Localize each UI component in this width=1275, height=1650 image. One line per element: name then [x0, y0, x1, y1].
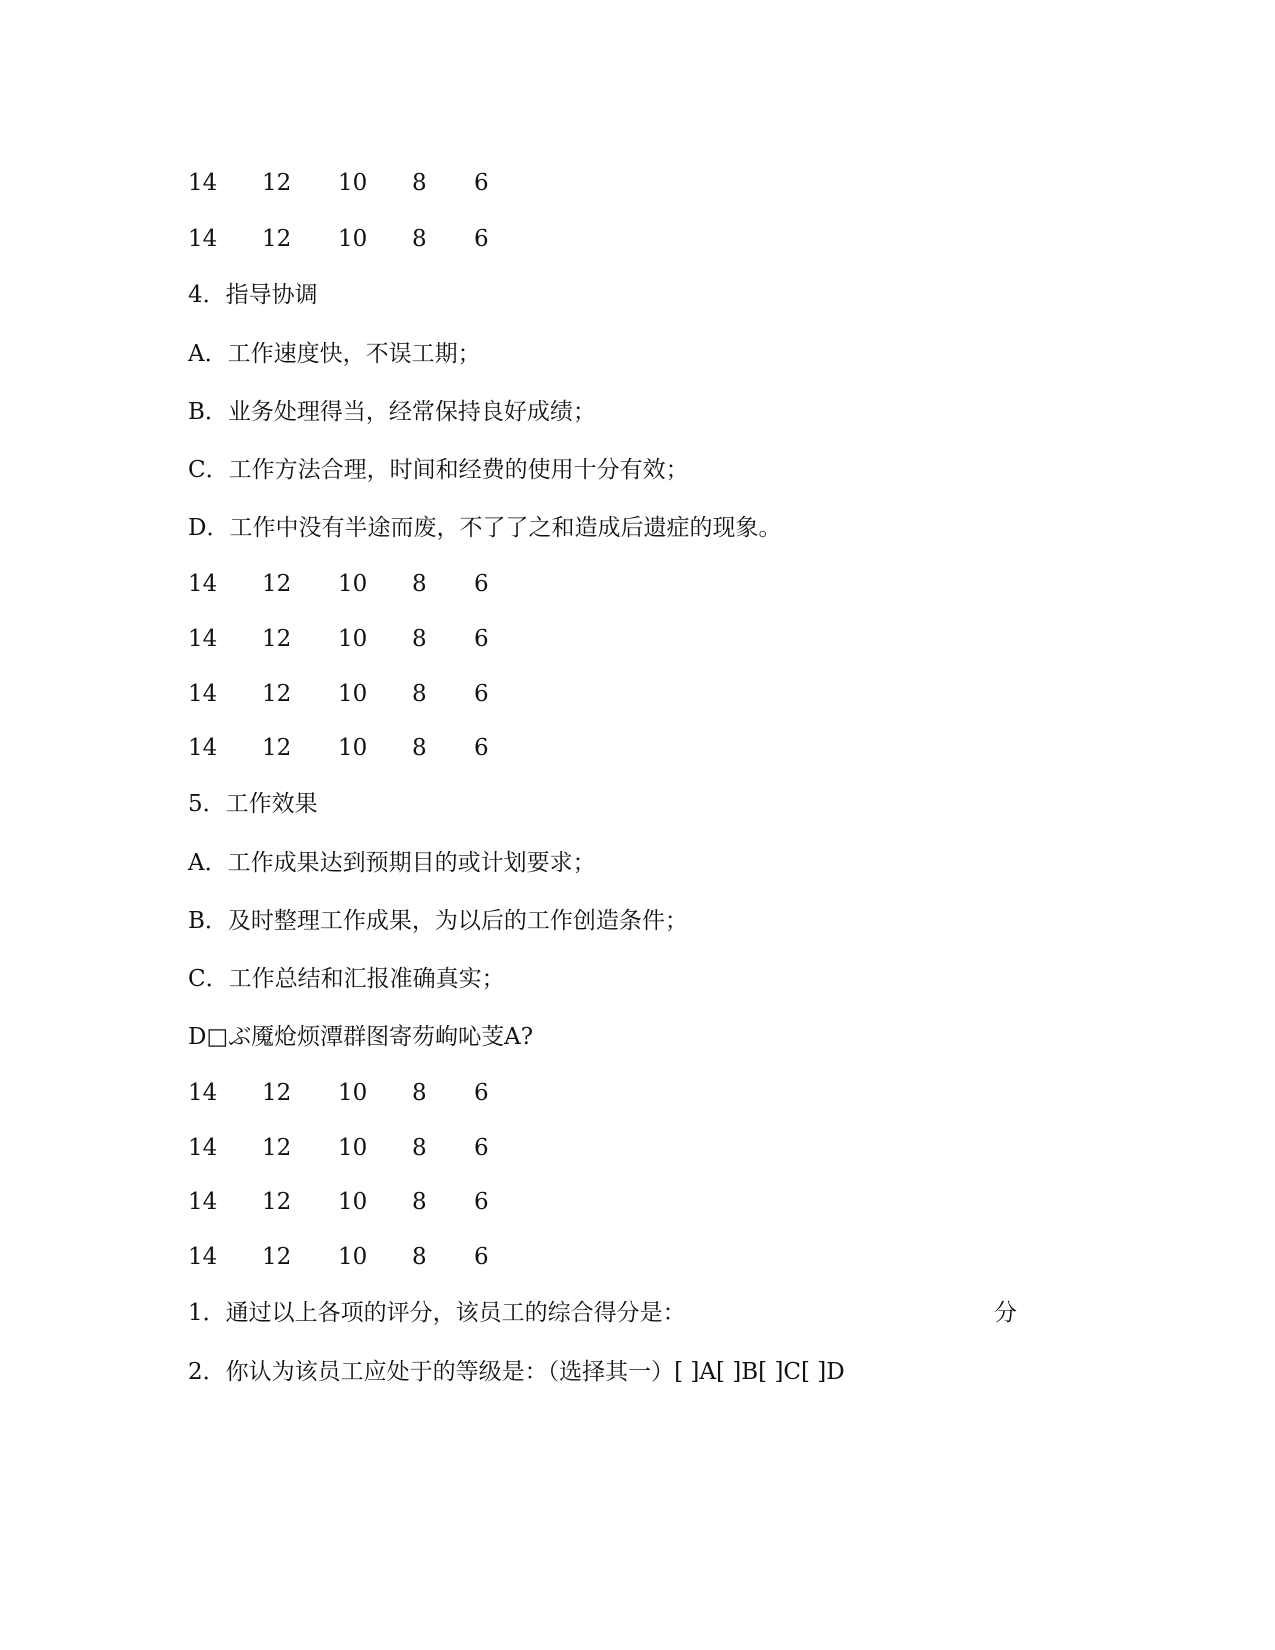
- score-value: 10: [338, 735, 368, 761]
- score-row: [188, 624, 508, 654]
- score-value: 10: [338, 226, 368, 252]
- score-row: [188, 733, 508, 763]
- score-value: 14: [188, 226, 218, 252]
- criterion-item: C．工作总结和汇报准确真实；: [188, 966, 505, 992]
- score-value: 8: [412, 571, 427, 597]
- summary-question-grade: 2．你认为该员工应处于的等级是：（选择其一）[ ]A[ ]B[ ]C[ ]D: [188, 1359, 845, 1385]
- score-value: 14: [188, 1135, 218, 1161]
- score-row: [188, 168, 508, 198]
- score-value: 14: [188, 626, 218, 652]
- score-value: 10: [338, 1189, 368, 1215]
- criterion-item: D□ぶ魇炝烦潭群图寄芴岣吣芰A?: [188, 1024, 534, 1050]
- score-value: 12: [262, 170, 292, 196]
- score-value: 10: [338, 681, 368, 707]
- score-value: 8: [412, 735, 427, 761]
- score-value: 10: [338, 626, 368, 652]
- score-row: [188, 1187, 508, 1217]
- score-row: [188, 1133, 508, 1163]
- summary-question-total-score: [188, 1298, 1018, 1328]
- score-value: 8: [412, 1189, 427, 1215]
- score-value: 10: [338, 1080, 368, 1106]
- score-value: 12: [262, 1189, 292, 1215]
- score-value: 14: [188, 1244, 218, 1270]
- score-row: [188, 224, 508, 254]
- score-value: 12: [262, 735, 292, 761]
- score-value: 14: [188, 681, 218, 707]
- score-value: 14: [188, 1080, 218, 1106]
- section-heading: 4．指导协调: [188, 282, 318, 308]
- score-value: 6: [474, 1135, 489, 1161]
- criterion-item: B．业务处理得当，经常保持良好成绩；: [188, 399, 596, 425]
- score-value: 6: [474, 1244, 489, 1270]
- criterion-item: B．及时整理工作成果，为以后的工作创造条件；: [188, 908, 688, 934]
- score-value: 6: [474, 571, 489, 597]
- score-value: 8: [412, 1080, 427, 1106]
- score-value: 12: [262, 571, 292, 597]
- score-value: 14: [188, 571, 218, 597]
- score-value: 8: [412, 626, 427, 652]
- score-value: 14: [188, 1189, 218, 1215]
- score-value: 12: [262, 681, 292, 707]
- criterion-item: C．工作方法合理，时间和经费的使用十分有效；: [188, 457, 689, 483]
- score-row: [188, 1078, 508, 1108]
- score-value: 8: [412, 1135, 427, 1161]
- score-value: 6: [474, 170, 489, 196]
- score-value: 6: [474, 226, 489, 252]
- score-value: 6: [474, 681, 489, 707]
- score-value: 10: [338, 1135, 368, 1161]
- score-unit: 分: [994, 1300, 1017, 1326]
- score-row: [188, 569, 508, 599]
- score-value: 10: [338, 170, 368, 196]
- score-value: 10: [338, 571, 368, 597]
- score-value: 12: [262, 1080, 292, 1106]
- score-value: 6: [474, 626, 489, 652]
- score-value: 12: [262, 226, 292, 252]
- score-row: [188, 1242, 508, 1272]
- score-value: 8: [412, 226, 427, 252]
- score-value: 6: [474, 1189, 489, 1215]
- score-row: [188, 679, 508, 709]
- criterion-item: A．工作速度快，不误工期；: [188, 341, 481, 367]
- criterion-item: A．工作成果达到预期目的或计划要求；: [188, 850, 596, 876]
- score-value: 12: [262, 626, 292, 652]
- score-value: 8: [412, 681, 427, 707]
- score-value: 6: [474, 735, 489, 761]
- score-value: 6: [474, 1080, 489, 1106]
- score-value: 14: [188, 170, 218, 196]
- score-value: 14: [188, 735, 218, 761]
- score-value: 8: [412, 1244, 427, 1270]
- question-text: 1．通过以上各项的评分，该员工的综合得分是：: [188, 1300, 686, 1326]
- score-value: 10: [338, 1244, 368, 1270]
- section-heading: 5．工作效果: [188, 791, 318, 817]
- score-value: 12: [262, 1135, 292, 1161]
- score-value: 12: [262, 1244, 292, 1270]
- score-value: 8: [412, 170, 427, 196]
- criterion-item: D．工作中没有半途而废，不了了之和造成后遗症的现象。: [188, 515, 782, 541]
